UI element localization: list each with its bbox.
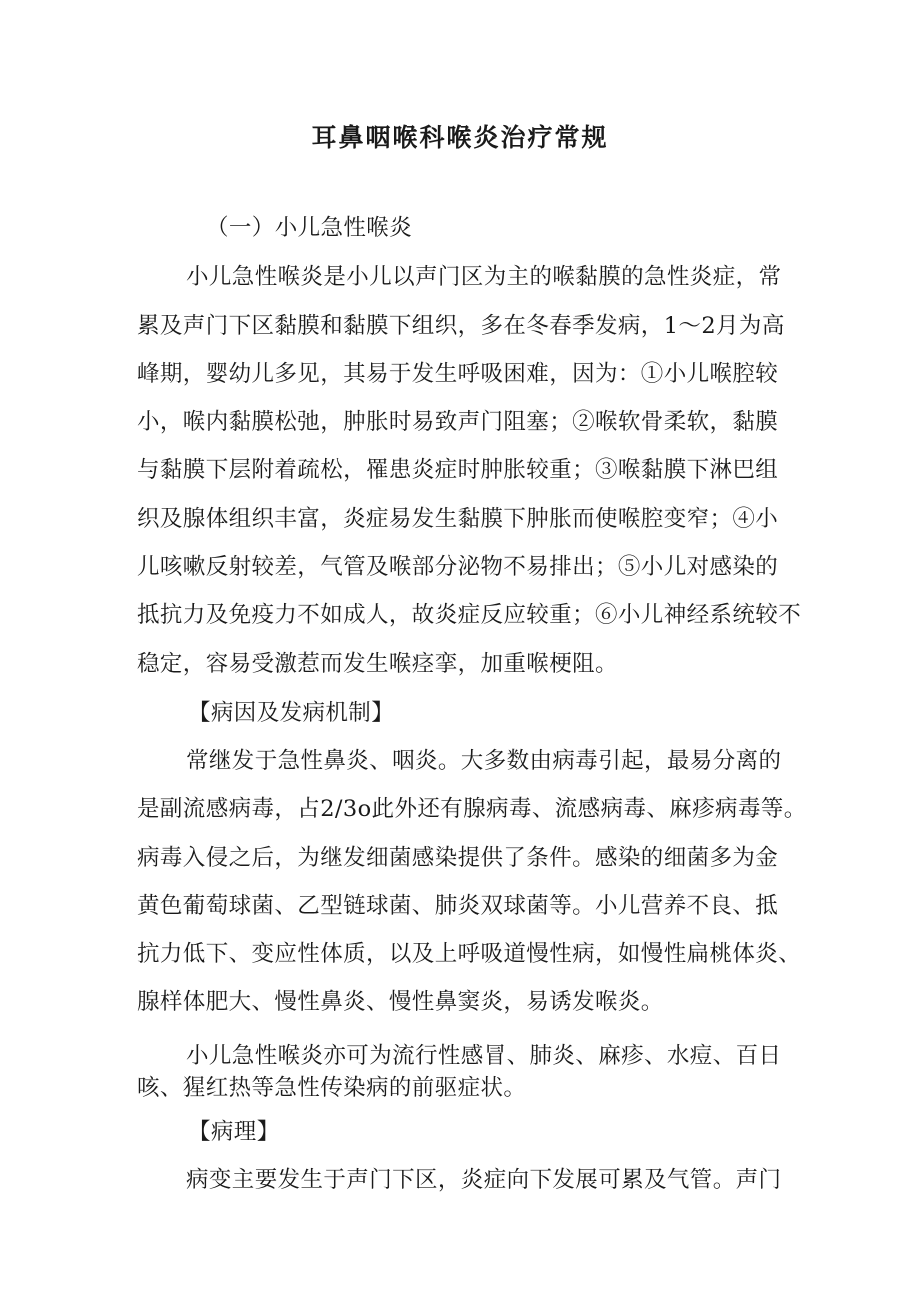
paragraph-line: 抗力低下、变应性体质，以及上呼吸道慢性病，如慢性扁桃体炎、 xyxy=(137,941,802,967)
paragraph-line: 累及声门下区黏膜和黏膜下组织，多在冬春季发病，1～2月为高 xyxy=(137,313,785,339)
paragraph-line: 小儿急性喉炎是小儿以声门区为主的喉黏膜的急性炎症，常 xyxy=(186,264,782,290)
paragraph-line: 峰期，婴幼儿多见，其易于发生呼吸困难，因为：①小儿喉腔较 xyxy=(137,361,779,387)
paragraph-line: 黄色葡萄球菌、乙型链球菌、肺炎双球菌等。小儿营养不良、抵 xyxy=(137,893,779,919)
paragraph-line: 咳、猩红热等急性传染病的前驱症状。 xyxy=(137,1075,527,1101)
section-heading-etiology: 【病因及发病机制】 xyxy=(188,700,395,726)
paragraph-line: 小，喉内黏膜松弛，肿胀时易致声门阻塞；②喉软骨柔软，黏膜 xyxy=(137,409,779,435)
paragraph-line: 稳定，容易受激惹而发生喉痉挛，加重喉梗阻。 xyxy=(137,651,618,677)
paragraph-line: 抵抗力及免疫力不如成人，故炎症反应较重；⑥小儿神经系统较不 xyxy=(137,602,802,628)
paragraph-line: 常继发于急性鼻炎、咽炎。大多数由病毒引起，最易分离的 xyxy=(186,748,782,774)
paragraph-line: 小儿急性喉炎亦可为流行性感冒、肺炎、麻疹、水痘、百日 xyxy=(186,1043,782,1069)
paragraph-line: 儿咳嗽反射较差，气管及喉部分泌物不易排出；⑤小儿对感染的 xyxy=(137,554,779,580)
paragraph-line: 与黏膜下层附着疏松，罹患炎症时肿胀较重；③喉黏膜下淋巴组 xyxy=(137,457,779,483)
document-title: 耳鼻咽喉科喉炎治疗常规 xyxy=(311,123,609,152)
paragraph-line: 病毒入侵之后，为继发细菌感染提供了条件。感染的细菌多为金 xyxy=(137,845,779,871)
section-heading: （一）小儿急性喉炎 xyxy=(206,215,413,241)
paragraph-line: 腺样体肥大、慢性鼻炎、慢性鼻窦炎，易诱发喉炎。 xyxy=(137,989,664,1015)
section-heading-pathology: 【病理】 xyxy=(188,1119,280,1145)
paragraph-line: 病变主要发生于声门下区，炎症向下发展可累及气管。声门 xyxy=(186,1167,782,1193)
paragraph-line: 是副流感病毒，占2/3o此外还有腺病毒、流感病毒、麻疹病毒等。 xyxy=(137,796,807,822)
paragraph-line: 织及腺体组织丰富，炎症易发生黏膜下肿胀而使喉腔变窄；④小 xyxy=(137,506,779,532)
